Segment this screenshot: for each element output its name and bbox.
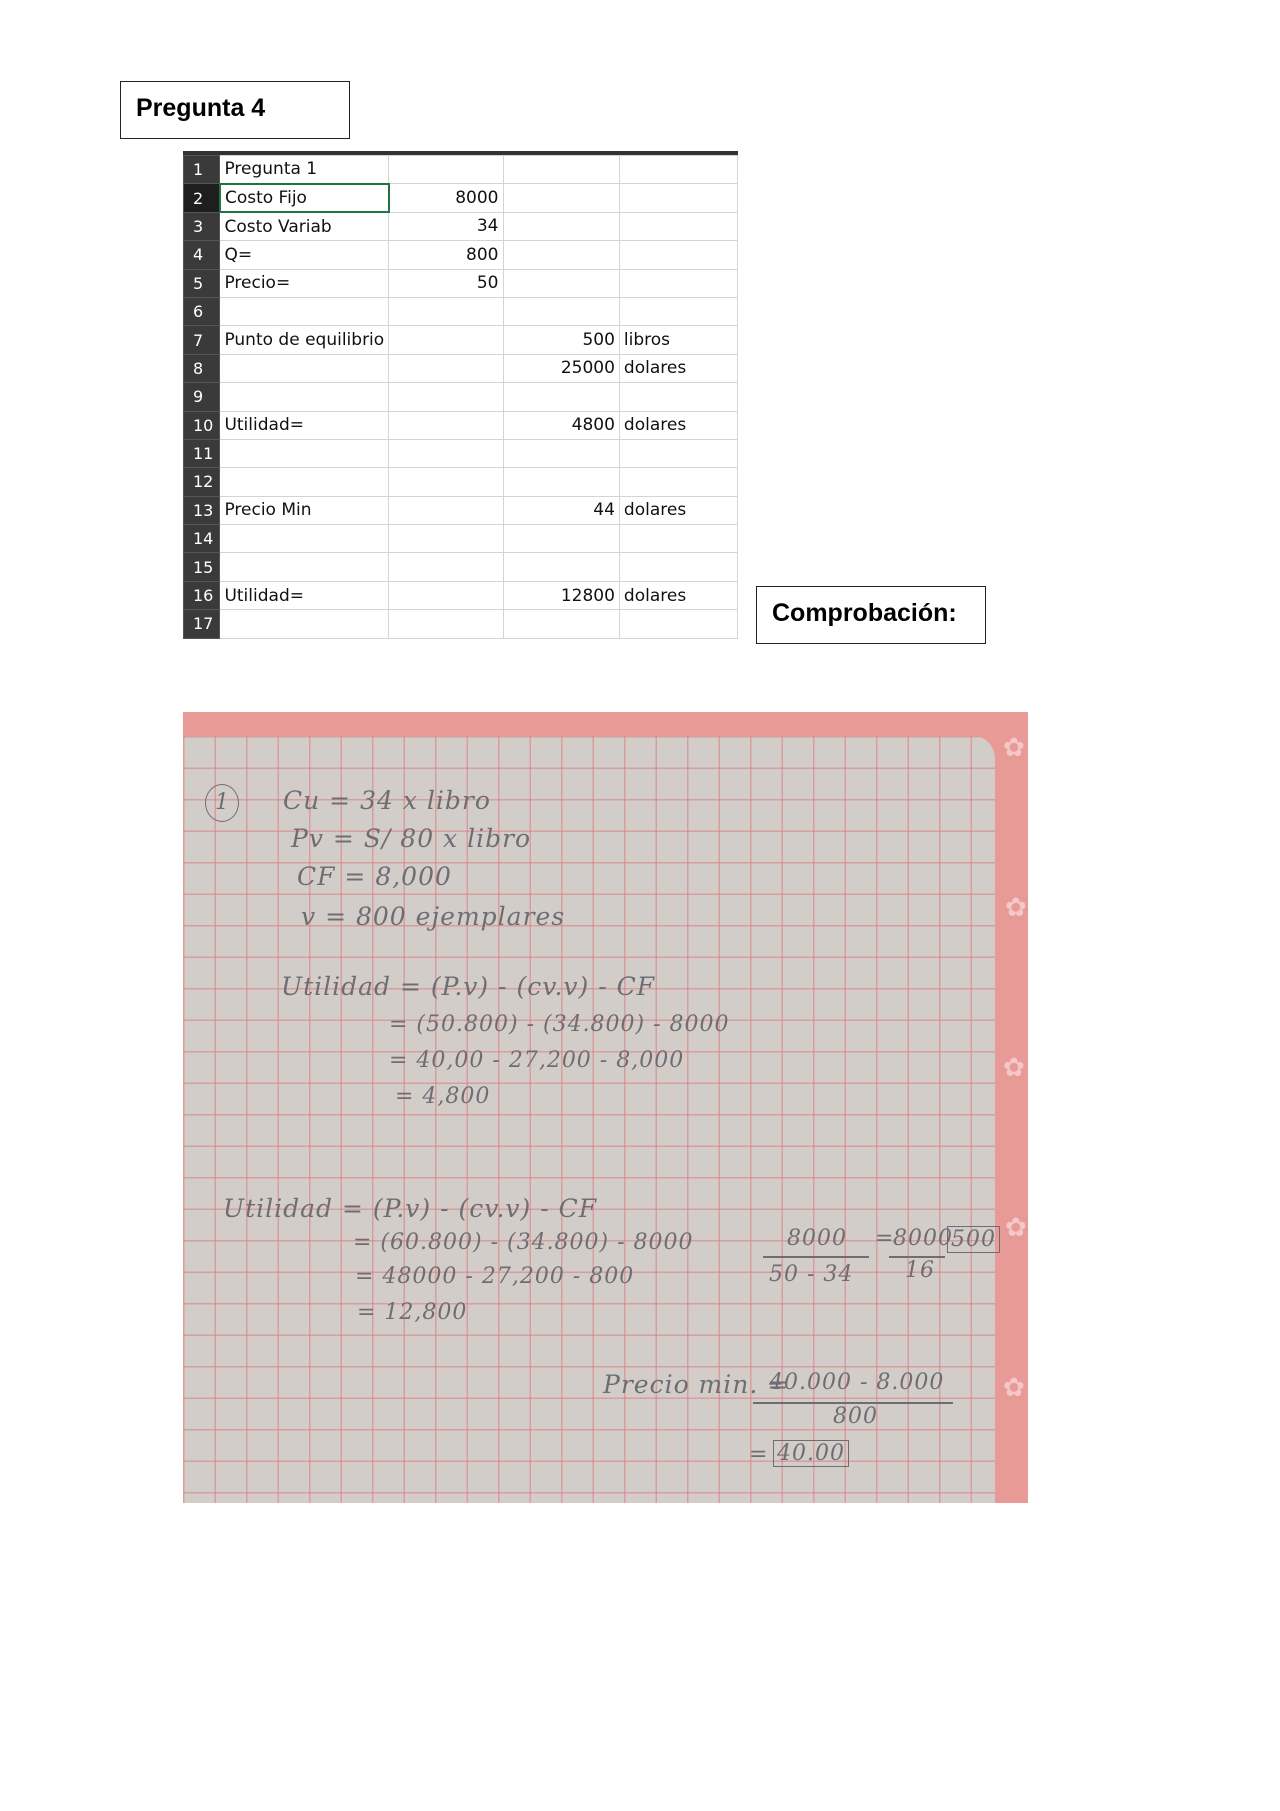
cell-result[interactable]: 25000 (503, 354, 619, 382)
cell-result[interactable] (503, 468, 619, 496)
cell-unit[interactable] (619, 610, 737, 638)
fraction-denominator: 800 (833, 1404, 878, 1429)
cell-result[interactable]: 4800 (503, 411, 619, 439)
problem-number-circle: 1 (205, 784, 239, 822)
equals-sign: = (875, 1226, 895, 1251)
cell-label[interactable] (220, 383, 389, 411)
cell-unit[interactable]: dolares (619, 496, 737, 524)
cell-result[interactable] (503, 553, 619, 581)
cell-value[interactable] (389, 156, 503, 184)
boxed-result: 500 (947, 1226, 1000, 1253)
sheet-row (184, 212, 738, 240)
fraction-denominator: 16 (905, 1258, 935, 1283)
sheet-row (184, 525, 738, 553)
sheet-row (184, 496, 738, 524)
cell-label[interactable] (220, 354, 389, 382)
question-title: Pregunta 4 (136, 94, 266, 122)
cell-value[interactable]: 8000 (389, 184, 503, 212)
row-header[interactable]: 7 (184, 326, 220, 354)
flower-decoration-icon: ✿ (1003, 1052, 1025, 1082)
cell-label[interactable] (220, 525, 389, 553)
cell-unit[interactable] (619, 269, 737, 297)
cell-value[interactable] (389, 297, 503, 325)
cell-label[interactable] (220, 439, 389, 467)
cell-result[interactable] (503, 241, 619, 269)
cell-unit[interactable]: dolares (619, 411, 737, 439)
equals-sign: = (749, 1442, 769, 1467)
row-header[interactable]: 3 (184, 212, 220, 240)
fraction-denominator: 50 - 34 (769, 1262, 854, 1287)
cell-value[interactable]: 50 (389, 269, 503, 297)
cell-result[interactable] (503, 439, 619, 467)
spreadsheet-screenshot (183, 151, 738, 651)
note-line: = 12,800 (357, 1300, 468, 1325)
fraction-numerator: 8000 (787, 1226, 847, 1251)
cell-unit[interactable] (619, 212, 737, 240)
row-header[interactable]: 5 (184, 269, 220, 297)
boxed-result: 40.00 (773, 1440, 849, 1467)
sheet-row (184, 269, 738, 297)
row-header[interactable]: 17 (184, 610, 220, 638)
cell-result[interactable] (503, 610, 619, 638)
cell-label[interactable]: Precio Min (220, 496, 389, 524)
cell-label[interactable]: Costo Fijo (220, 184, 389, 212)
verification-label: Comprobación: (772, 599, 957, 627)
cell-label[interactable]: Utilidad= (220, 411, 389, 439)
note-line: Utilidad = (P.v) - (cv.v) - CF (223, 1194, 598, 1223)
cell-unit[interactable] (619, 297, 737, 325)
fraction-numerator: 40.000 - 8.000 (769, 1370, 945, 1395)
sheet-row (184, 468, 738, 496)
cell-result[interactable]: 44 (503, 496, 619, 524)
cell-value[interactable] (389, 411, 503, 439)
cell-unit[interactable] (619, 525, 737, 553)
row-header[interactable]: 1 (184, 156, 220, 184)
row-header[interactable]: 14 (184, 525, 220, 553)
cell-result[interactable] (503, 156, 619, 184)
cell-unit[interactable] (619, 553, 737, 581)
cell-value[interactable] (389, 468, 503, 496)
row-header[interactable]: 11 (184, 439, 220, 467)
row-header[interactable]: 6 (184, 297, 220, 325)
cell-unit[interactable] (619, 383, 737, 411)
row-header[interactable]: 16 (184, 581, 220, 609)
cell-result[interactable] (503, 525, 619, 553)
cell-label[interactable] (220, 610, 389, 638)
cell-label[interactable] (220, 553, 389, 581)
sheet-row (184, 610, 738, 638)
cell-result[interactable] (503, 383, 619, 411)
cell-unit[interactable]: dolares (619, 581, 737, 609)
row-header[interactable]: 10 (184, 411, 220, 439)
flower-decoration-icon: ✿ (1003, 732, 1025, 762)
note-line: = 4,800 (395, 1084, 491, 1109)
row-header[interactable]: 8 (184, 354, 220, 382)
cell-unit[interactable]: libros (619, 326, 737, 354)
row-header[interactable]: 15 (184, 553, 220, 581)
note-line: = 48000 - 27,200 - 800 (355, 1264, 635, 1289)
cell-label[interactable]: Punto de equilibrio (220, 326, 389, 354)
cell-label[interactable] (220, 297, 389, 325)
fraction-numerator: 8000 (893, 1226, 953, 1251)
cell-result[interactable]: 500 (503, 326, 619, 354)
note-line: = (60.800) - (34.800) - 8000 (353, 1230, 694, 1255)
verification-box (756, 586, 986, 644)
cell-label[interactable]: Pregunta 1 (220, 156, 389, 184)
cell-label[interactable] (220, 468, 389, 496)
sheet-row (184, 581, 738, 609)
cell-label[interactable]: Utilidad= (220, 581, 389, 609)
cell-value[interactable] (389, 496, 503, 524)
cell-unit[interactable] (619, 439, 737, 467)
sheet-row (184, 383, 738, 411)
cell-value[interactable] (389, 553, 503, 581)
sheet-row (184, 411, 738, 439)
note-line: = (50.800) - (34.800) - 8000 (389, 1012, 730, 1037)
note-line: Cu = 34 x libro (283, 786, 491, 815)
row-header[interactable]: 12 (184, 468, 220, 496)
cell-value[interactable] (389, 354, 503, 382)
cell-unit[interactable] (619, 156, 737, 184)
cell-value[interactable] (389, 581, 503, 609)
note-line: CF = 8,000 (297, 862, 452, 891)
fraction-bar (763, 1256, 869, 1258)
note-line: v = 800 ejemplares (301, 902, 566, 931)
cell-value[interactable]: 34 (389, 212, 503, 240)
question-title-box (120, 81, 350, 139)
cell-value[interactable] (389, 439, 503, 467)
cell-value[interactable] (389, 326, 503, 354)
cell-value[interactable] (389, 525, 503, 553)
cell-unit[interactable] (619, 241, 737, 269)
cell-label[interactable]: Q= (220, 241, 389, 269)
sheet-row (184, 326, 738, 354)
cell-result[interactable] (503, 184, 619, 212)
sheet-row (184, 439, 738, 467)
note-line: Precio min. = (603, 1370, 790, 1399)
notebook-photo (183, 712, 1028, 1503)
sheet-row (184, 553, 738, 581)
note-line: Pv = S/ 80 x libro (291, 824, 532, 853)
sheet-row (184, 184, 738, 212)
sheet-row (184, 354, 738, 382)
row-header[interactable]: 4 (184, 241, 220, 269)
cell-unit[interactable]: dolares (619, 354, 737, 382)
flower-decoration-icon: ✿ (1003, 1372, 1025, 1402)
sheet-row (184, 156, 738, 184)
cell-value[interactable] (389, 610, 503, 638)
spreadsheet-table (183, 155, 738, 639)
cell-label[interactable]: Costo Variab (220, 212, 389, 240)
cell-result[interactable] (503, 269, 619, 297)
row-header[interactable]: 9 (184, 383, 220, 411)
note-line: Utilidad = (P.v) - (cv.v) - CF (281, 972, 656, 1001)
note-line: = 40,00 - 27,200 - 8,000 (389, 1048, 685, 1073)
cell-unit[interactable] (619, 468, 737, 496)
cell-result[interactable] (503, 297, 619, 325)
row-header[interactable]: 13 (184, 496, 220, 524)
flower-decoration-icon: ✿ (1005, 1212, 1027, 1242)
cell-result[interactable] (503, 212, 619, 240)
cell-value[interactable]: 800 (389, 241, 503, 269)
cell-unit[interactable] (619, 184, 737, 212)
cell-result[interactable]: 12800 (503, 581, 619, 609)
row-header[interactable]: 2 (184, 184, 220, 212)
sheet-row (184, 297, 738, 325)
cell-value[interactable] (389, 383, 503, 411)
cell-label[interactable]: Precio= (220, 269, 389, 297)
flower-decoration-icon: ✿ (1005, 892, 1027, 922)
sheet-row (184, 241, 738, 269)
